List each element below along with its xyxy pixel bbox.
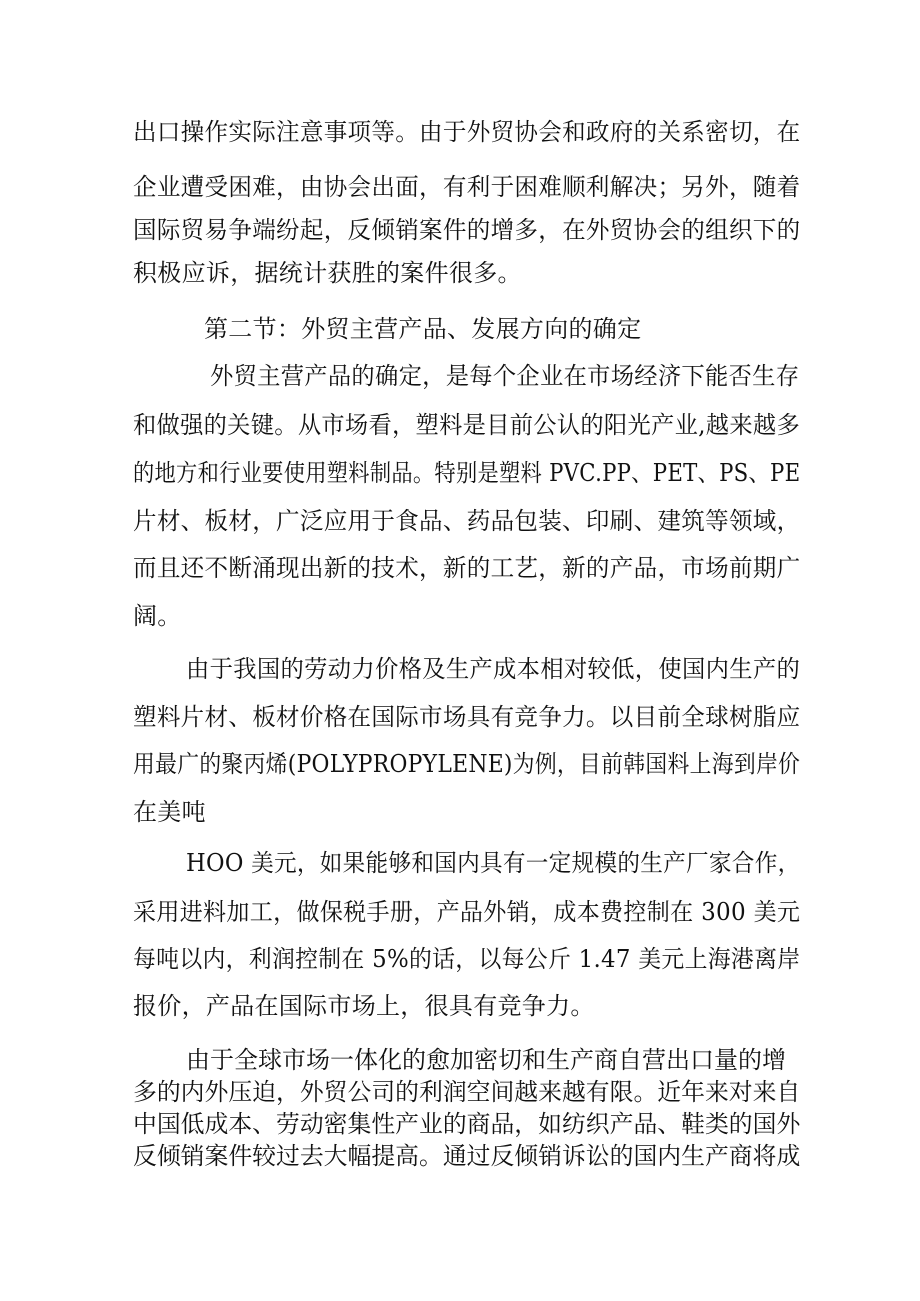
paragraph-1-line-3: 国际贸易争端纷起，反倾销案件的增多，在外贸协会的组织下的 bbox=[133, 216, 801, 244]
paragraph-2-line-2: 和做强的关键。从市场看，塑料是目前公认的阳光产业,越来越多 bbox=[133, 411, 800, 439]
paragraph-1-line-4: 积极应诉，据统计获胜的案件很多。 bbox=[133, 259, 522, 287]
paragraph-4-line-3: 每吨以内，利润控制在 5%的话，以每公斤 1.47 美元上海港离岸 bbox=[133, 945, 801, 973]
paragraph-5-line-2: 多的内外压迫，外贸公司的利润空间越来越有限。近年来对来自 bbox=[133, 1078, 801, 1106]
paragraph-2-line-3: 的地方和行业要使用塑料制品。特别是塑料 PVC.PP、PET、PS、PE bbox=[133, 459, 801, 487]
paragraph-5-line-3: 中国低成本、劳动密集性产业的商品，如纺织产品、鞋类的国外 bbox=[133, 1110, 801, 1138]
paragraph-3-line-3: 用最广的聚丙烯(POLYPROPYLENE)为例，目前韩国料上海到岸价 bbox=[133, 750, 801, 778]
paragraph-1-line-2: 企业遭受困难，由协会出面，有利于困难顺利解决；另外，随着 bbox=[133, 173, 801, 201]
paragraph-4-line-2: 采用进料加工，做保税手册，产品外销，成本费控制在 300 美元 bbox=[133, 898, 801, 926]
paragraph-2-line-1: 外贸主营产品的确定，是每个企业在市场经济下能否生存 bbox=[210, 362, 800, 390]
paragraph-2-line-6: 阔。 bbox=[133, 602, 182, 630]
paragraph-2-line-5: 而且还不断涌现出新的技术，新的工艺，新的产品，市场前期广 bbox=[133, 554, 801, 582]
paragraph-3-line-1: 由于我国的劳动力价格及生产成本相对较低，使国内生产的 bbox=[186, 655, 801, 683]
paragraph-2-line-4: 片材、板材，广泛应用于食品、药品包装、印刷、建筑等领域， bbox=[133, 507, 801, 535]
paragraph-4-line-1: HOO 美元，如果能够和国内具有一定规模的生产厂家合作， bbox=[186, 849, 801, 877]
paragraph-5-line-4: 反倾销案件较过去大幅提高。通过反倾销诉讼的国内生产商将成 bbox=[133, 1142, 801, 1170]
paragraph-4-line-4: 报价，产品在国际市场上，很具有竞争力。 bbox=[133, 992, 595, 1020]
paragraph-3-line-4: 在美吨 bbox=[133, 798, 206, 826]
section-heading: 第二节：外贸主营产品、发展方向的确定 bbox=[204, 315, 642, 343]
paragraph-1-line-1: 出口操作实际注意事项等。由于外贸协会和政府的关系密切，在 bbox=[133, 118, 801, 146]
paragraph-5-line-1: 由于全球市场一体化的愈加密切和生产商自营出口量的增 bbox=[186, 1046, 786, 1074]
paragraph-3-line-2: 塑料片材、板材价格在国际市场具有竞争力。以目前全球树脂应 bbox=[133, 703, 801, 731]
